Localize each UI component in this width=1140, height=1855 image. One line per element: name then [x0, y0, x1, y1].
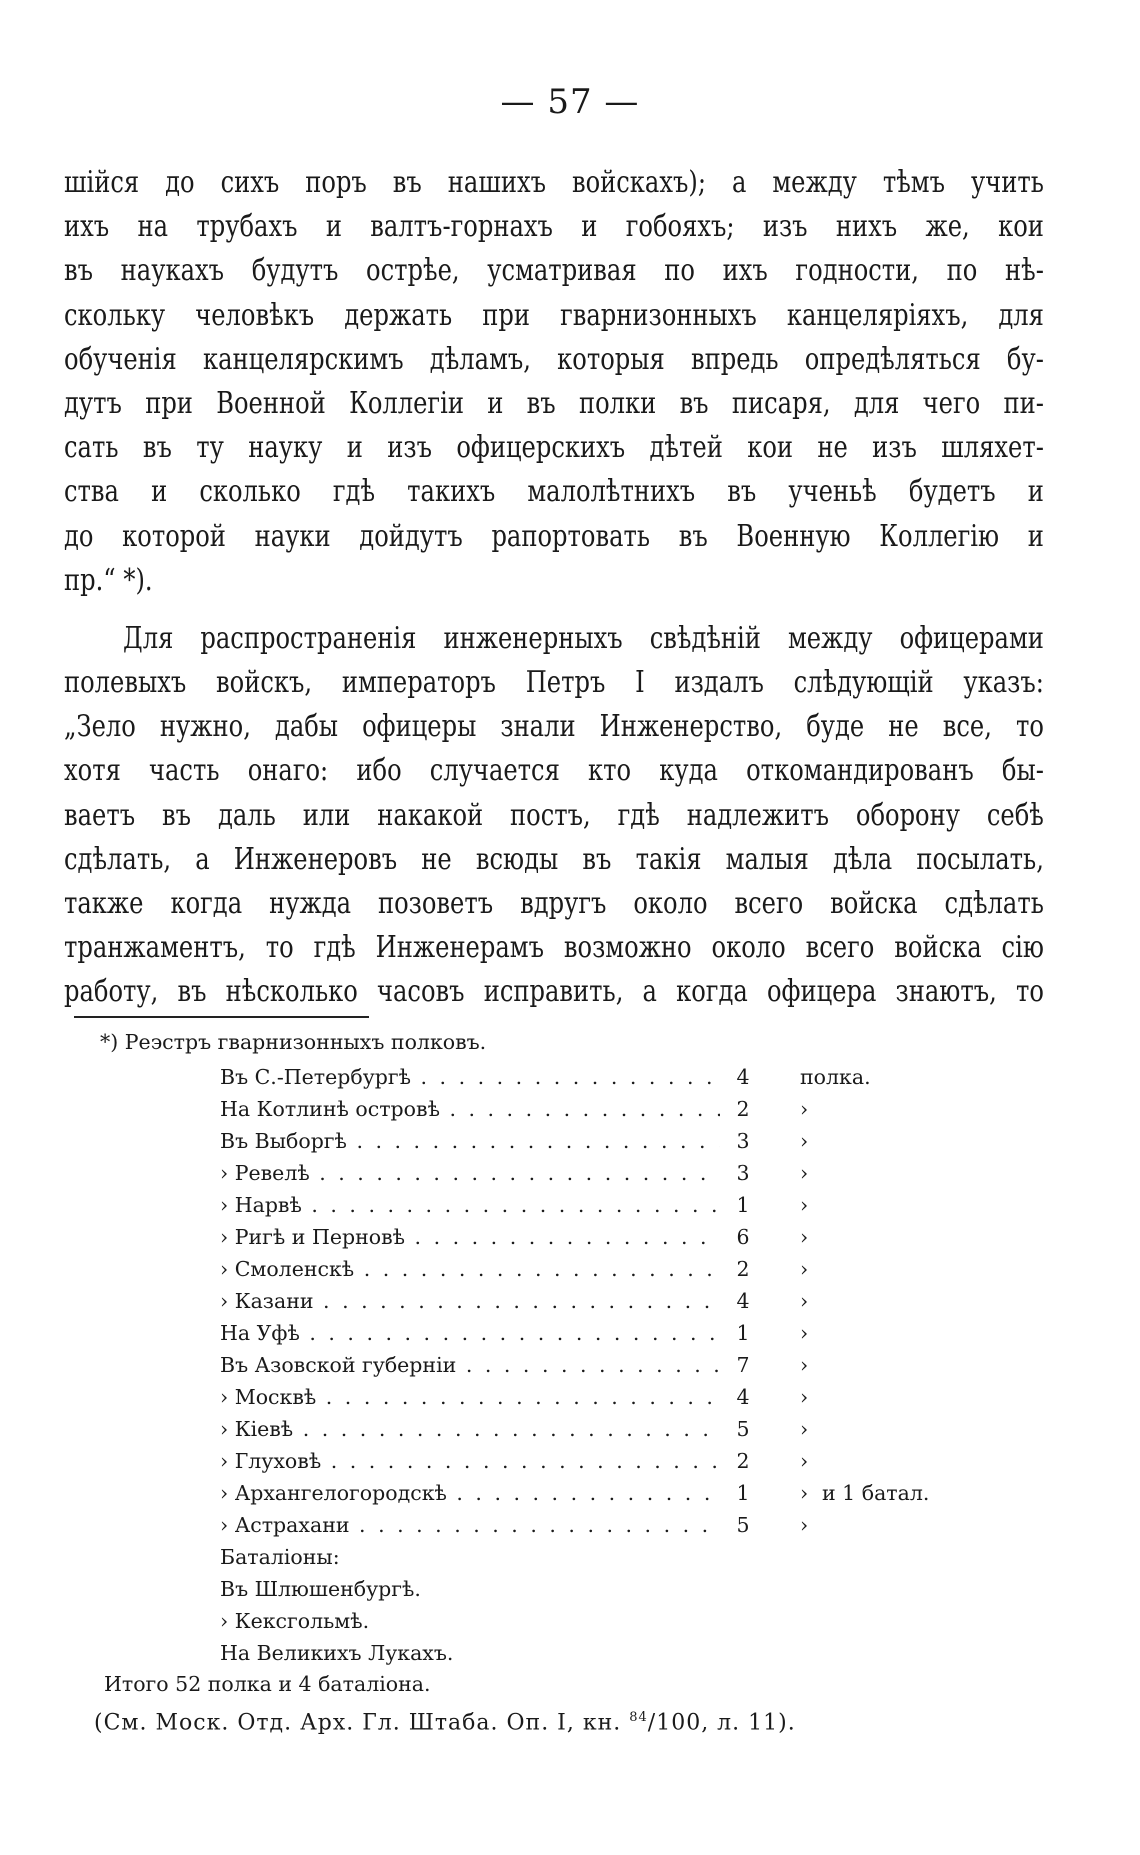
registry-count: 3 — [728, 1126, 758, 1156]
registry-count: 4 — [728, 1062, 758, 1092]
text-line: до которой науки дойдутъ рапортовать въ Военную Коллегію и — [64, 518, 1044, 553]
registry-row — [0, 1286, 1140, 1318]
registry-place: › Смоленскѣ . . . — [220, 1254, 720, 1284]
page-number: — 57 — — [500, 82, 640, 122]
registry-row — [0, 1382, 1140, 1414]
registry-place: › Москвѣ . . . — [220, 1382, 720, 1412]
registry-count: 1 — [728, 1318, 758, 1348]
source-text-before: (См. Моск. Отд. Арх. Гл. Штаба. Оп. I, кн. — [94, 1710, 630, 1736]
footnote-total: Итого 52 полка и 4 баталіона. — [104, 1672, 431, 1696]
registry-row — [0, 1254, 1140, 1286]
registry-row — [0, 1414, 1140, 1446]
registry-count: 4 — [728, 1382, 758, 1412]
text-line: обученія канцелярскимъ дѣламъ, которыя впредь опредѣляться бу- — [64, 341, 1044, 376]
registry-unit: › — [800, 1513, 809, 1537]
text-line: скольку человѣкъ держать при гварнизонныхъ канцеляріяхъ, для — [64, 297, 1044, 332]
text-line: „Зело нужно, дабы офицеры знали Инженерство, буде не все, то — [64, 709, 1044, 744]
registry-place: › Глуховѣ . . . — [220, 1446, 720, 1476]
registry-place: Въ Азовской губерніи . . . — [220, 1350, 720, 1380]
main-text — [64, 160, 1064, 1014]
paragraph-1 — [64, 160, 1064, 602]
registry-place: На Уфѣ . . . — [220, 1318, 720, 1348]
registry-place: › Ревелѣ . . . — [220, 1158, 720, 1188]
registry-unit: › — [800, 1161, 809, 1185]
registry-place: Въ Выборгѣ . . . — [220, 1126, 720, 1156]
registry-unit: › — [800, 1449, 809, 1473]
registry-unit: › — [800, 1289, 809, 1313]
registry-unit: › — [800, 1257, 809, 1281]
footnote-source — [94, 1710, 796, 1735]
text-line: пр.“ *). — [64, 562, 153, 597]
registry-place: › Казани . . . — [220, 1286, 720, 1316]
text-line: также когда нужда позоветъ вдругъ около всего войска сдѣлать — [64, 886, 1044, 920]
registry-place: › Нарвѣ . . . — [220, 1190, 720, 1220]
registry-row — [0, 1478, 1140, 1510]
registry-count: 3 — [728, 1158, 758, 1188]
registry-unit: › — [800, 1417, 809, 1441]
registry-row — [0, 1318, 1140, 1350]
registry-unit: › — [800, 1097, 809, 1121]
registry-count: 4 — [728, 1286, 758, 1316]
text-line: ихъ на трубахъ и валтъ-горнахъ и гобояхъ; изъ нихъ же, кои — [64, 209, 1044, 244]
registry-count: 7 — [728, 1350, 758, 1380]
registry-count: 2 — [728, 1446, 758, 1476]
registry-count: 5 — [728, 1510, 758, 1540]
registry-row — [0, 1350, 1140, 1382]
battalion-row — [0, 1606, 1140, 1638]
registry-unit: полка. — [800, 1065, 871, 1089]
battalion-row — [0, 1638, 1140, 1670]
text-line: въ наукахъ будутъ острѣе, усматривая по ихъ годности, по нѣ- — [64, 253, 1044, 288]
registry-extra: и 1 батал. — [822, 1481, 930, 1505]
registry-place: › Астрахани . . . — [220, 1510, 720, 1540]
registry-place: › Кіевѣ . . . — [220, 1414, 720, 1444]
registry-place: Въ С.-Петербургѣ . . . — [220, 1062, 720, 1092]
registry-place: На Котлинѣ островѣ . . . — [220, 1094, 720, 1124]
registry-place: › Ригѣ и Перновѣ . . . — [220, 1222, 720, 1252]
battalion-place: На Великихъ Лукахъ. — [220, 1641, 454, 1665]
registry-unit: › — [800, 1353, 809, 1377]
battalion-row — [0, 1574, 1140, 1606]
battalions-heading-row — [0, 1542, 1140, 1574]
source-fraction-numerator: 84 — [629, 1710, 648, 1725]
text-line: хотя часть онаго: ибо случается кто куда откомандированъ бы- — [64, 753, 1044, 788]
registry-row — [0, 1094, 1140, 1126]
registry-row — [0, 1190, 1140, 1222]
registry-unit: › — [800, 1225, 809, 1249]
text-line: сать въ ту науку и изъ офицерскихъ дѣтей кои не изъ шляхет- — [64, 430, 1044, 465]
registry-unit: › — [800, 1481, 809, 1505]
registry-row — [0, 1158, 1140, 1190]
registry-row — [0, 1126, 1140, 1158]
battalions-heading: Баталіоны: — [220, 1545, 340, 1569]
footnote-title: *) Реэстръ гварнизонныхъ полковъ. — [100, 1030, 487, 1054]
registry-row — [0, 1062, 1140, 1094]
registry-row — [0, 1510, 1140, 1542]
registry-row — [0, 1446, 1140, 1478]
text-line: ства и сколько гдѣ такихъ малолѣтнихъ въ ученьѣ будетъ и — [64, 474, 1044, 509]
registry-unit: › — [800, 1385, 809, 1409]
battalion-place: › Кексгольмѣ. — [220, 1609, 370, 1633]
registry-row — [0, 1222, 1140, 1254]
registry-place: › Архангелогородскѣ . . . — [220, 1478, 720, 1508]
battalion-place: Въ Шлюшенбургѣ. — [220, 1577, 421, 1601]
registry-count: 6 — [728, 1222, 758, 1252]
text-line: ваетъ въ даль или накакой постъ, гдѣ надлежитъ оборону себѣ — [64, 797, 1044, 832]
registry-count: 1 — [728, 1190, 758, 1220]
text-line: полевыхъ войскъ, императоръ Петръ I издалъ слѣдующій указъ: — [64, 665, 1044, 700]
footnote-separator — [74, 1016, 369, 1018]
text-line: транжаментъ, то гдѣ Инженерамъ возможно около всего войска сію — [64, 930, 1044, 965]
registry-count: 2 — [728, 1254, 758, 1284]
paragraph-2 — [64, 616, 1064, 1014]
registry-count: 2 — [728, 1094, 758, 1124]
registry-count: 5 — [728, 1414, 758, 1444]
text-line: работу, въ нѣсколько часовъ исправить, а когда офицера знаютъ, то — [64, 974, 1044, 1009]
text-line: Для распространенія инженерныхъ свѣдѣній между офицерами — [123, 620, 1044, 655]
source-text-after: /100, л. 11). — [647, 1710, 796, 1736]
text-line: шійся до сихъ поръ въ нашихъ войскахъ); а между тѣмъ учить — [64, 165, 1044, 199]
registry-unit: › — [800, 1321, 809, 1345]
registry-unit: › — [800, 1193, 809, 1217]
text-line: сдѣлать, а Инженеровъ не всюды въ такія малыя дѣла посылать, — [64, 841, 1044, 876]
text-line: дутъ при Военной Коллегіи и въ полки въ писаря, для чего пи- — [64, 385, 1044, 420]
registry-count: 1 — [728, 1478, 758, 1508]
registry-unit: › — [800, 1129, 809, 1153]
